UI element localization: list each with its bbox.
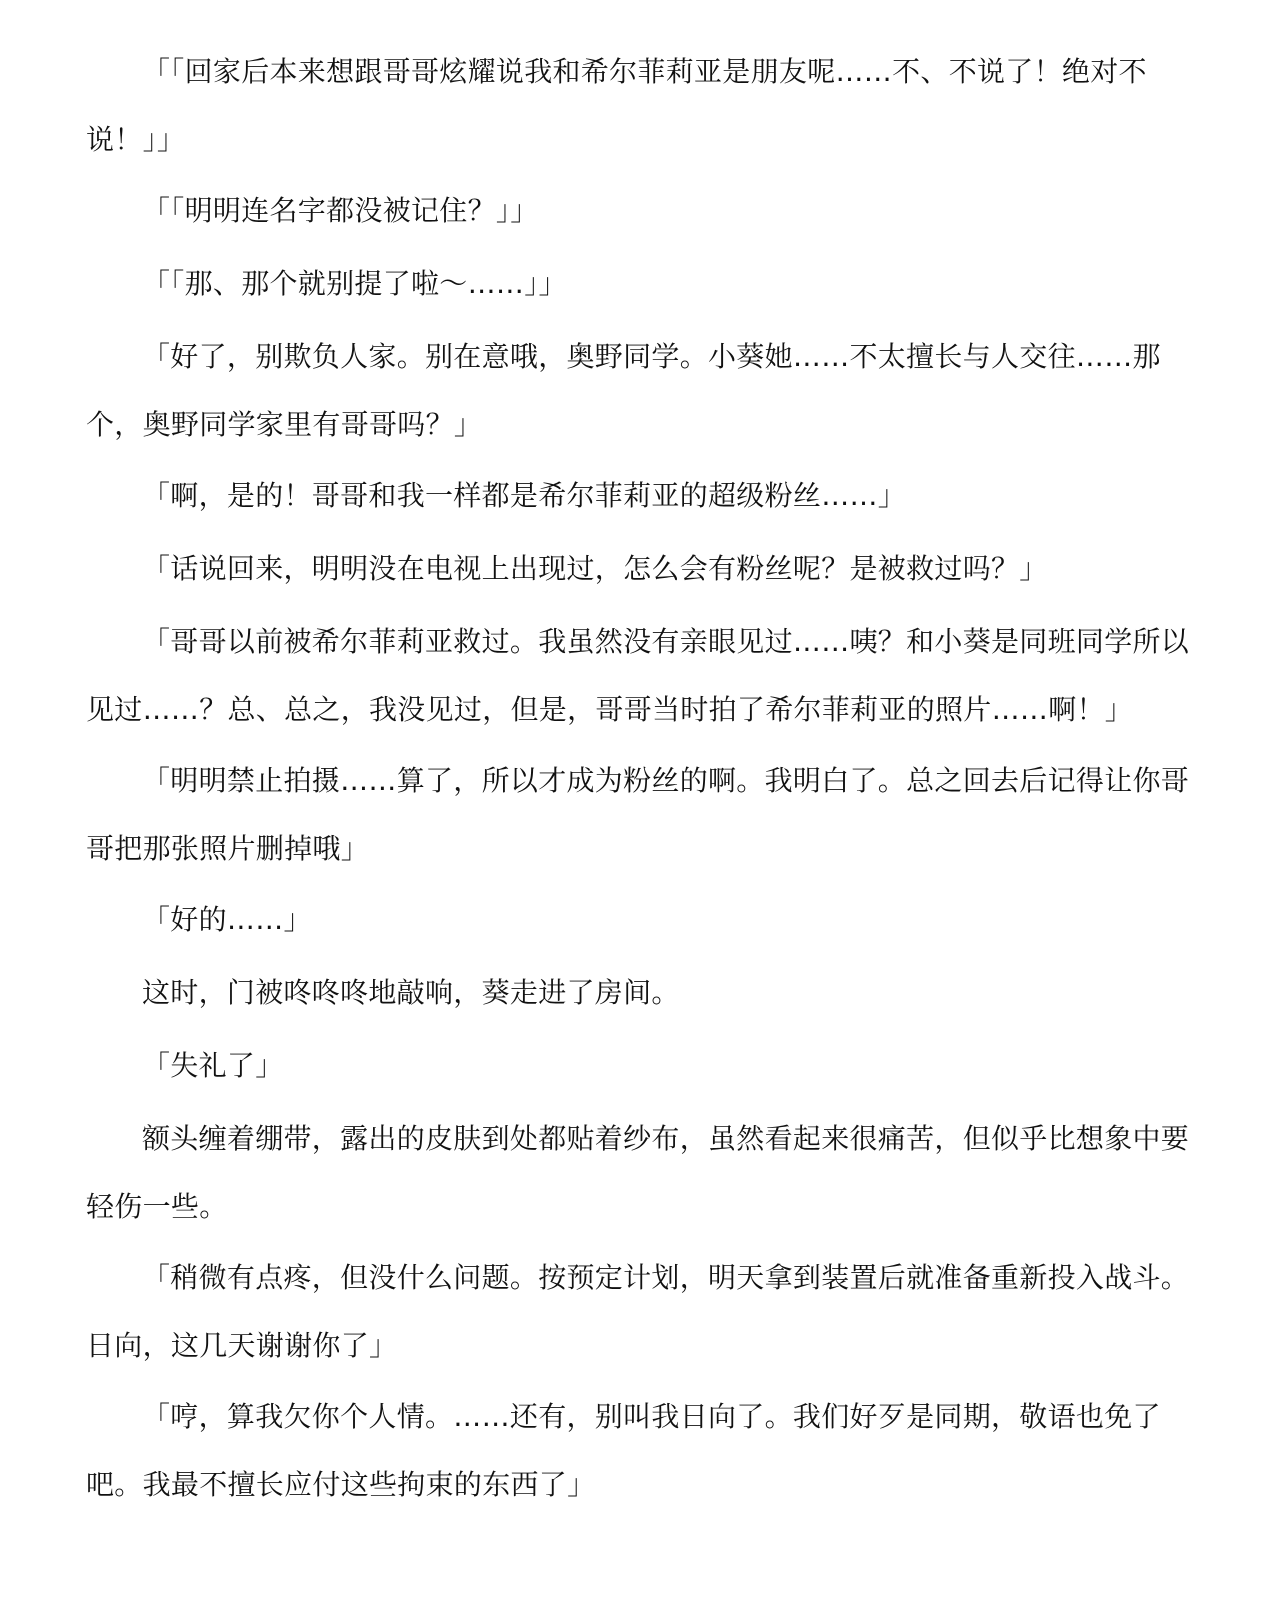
paragraph: 「「明明连名字都没被记住？」」 (142, 194, 539, 227)
paragraph: 额头缠着绷带，露出的皮肤到处都贴着纱布，虽然看起来很痛苦，但似乎比想象中要轻伤一些。 (86, 1122, 1190, 1223)
paragraph: 「好的……」 (142, 903, 312, 936)
paragraph: 「啊，是的！哥哥和我一样都是希尔菲莉亚的超级粉丝……」 (142, 479, 907, 512)
paragraph: 「「那、那个就别提了啦～……」」 (142, 267, 567, 300)
paragraph: 「话说回来，明明没在电视上出现过，怎么会有粉丝呢？是被救过吗？」 (142, 552, 1048, 585)
paragraph: 「「回家后本来想跟哥哥炫耀说我和希尔菲莉亚是朋友呢……不、不说了！绝对不说！」」 (86, 55, 1147, 156)
paragraph: 这时，门被咚咚咚地敲响，葵走进了房间。 (142, 976, 680, 1009)
paragraph: 「明明禁止拍摄……算了，所以才成为粉丝的啊。我明白了。总之回去后记得让你哥哥把那张照片删掉哦」 (86, 764, 1190, 865)
paragraph: 「失礼了」 (142, 1049, 284, 1082)
paragraph: 「好了，别欺负人家。别在意哦，奥野同学。小葵她……不太擅长与人交往……那个，奥野同学家里有哥哥吗？」 (86, 340, 1161, 441)
paragraph: 「稍微有点疼，但没什么问题。按预定计划，明天拿到装置后就准备重新投入战斗。日向，这几天谢谢你了」 (86, 1261, 1190, 1362)
paragraph: 「哥哥以前被希尔菲莉亚救过。我虽然没有亲眼见过……咦？和小葵是同班同学所以见过……？总、总之，我没见过，但是，哥哥当时拍了希尔菲莉亚的照片……啊！」 (86, 625, 1190, 726)
paragraph: 「哼，算我欠你个人情。……还有，别叫我日向了。我们好歹是同期，敬语也免了吧。我最不擅长应付这些拘束的东西了」 (86, 1400, 1161, 1501)
